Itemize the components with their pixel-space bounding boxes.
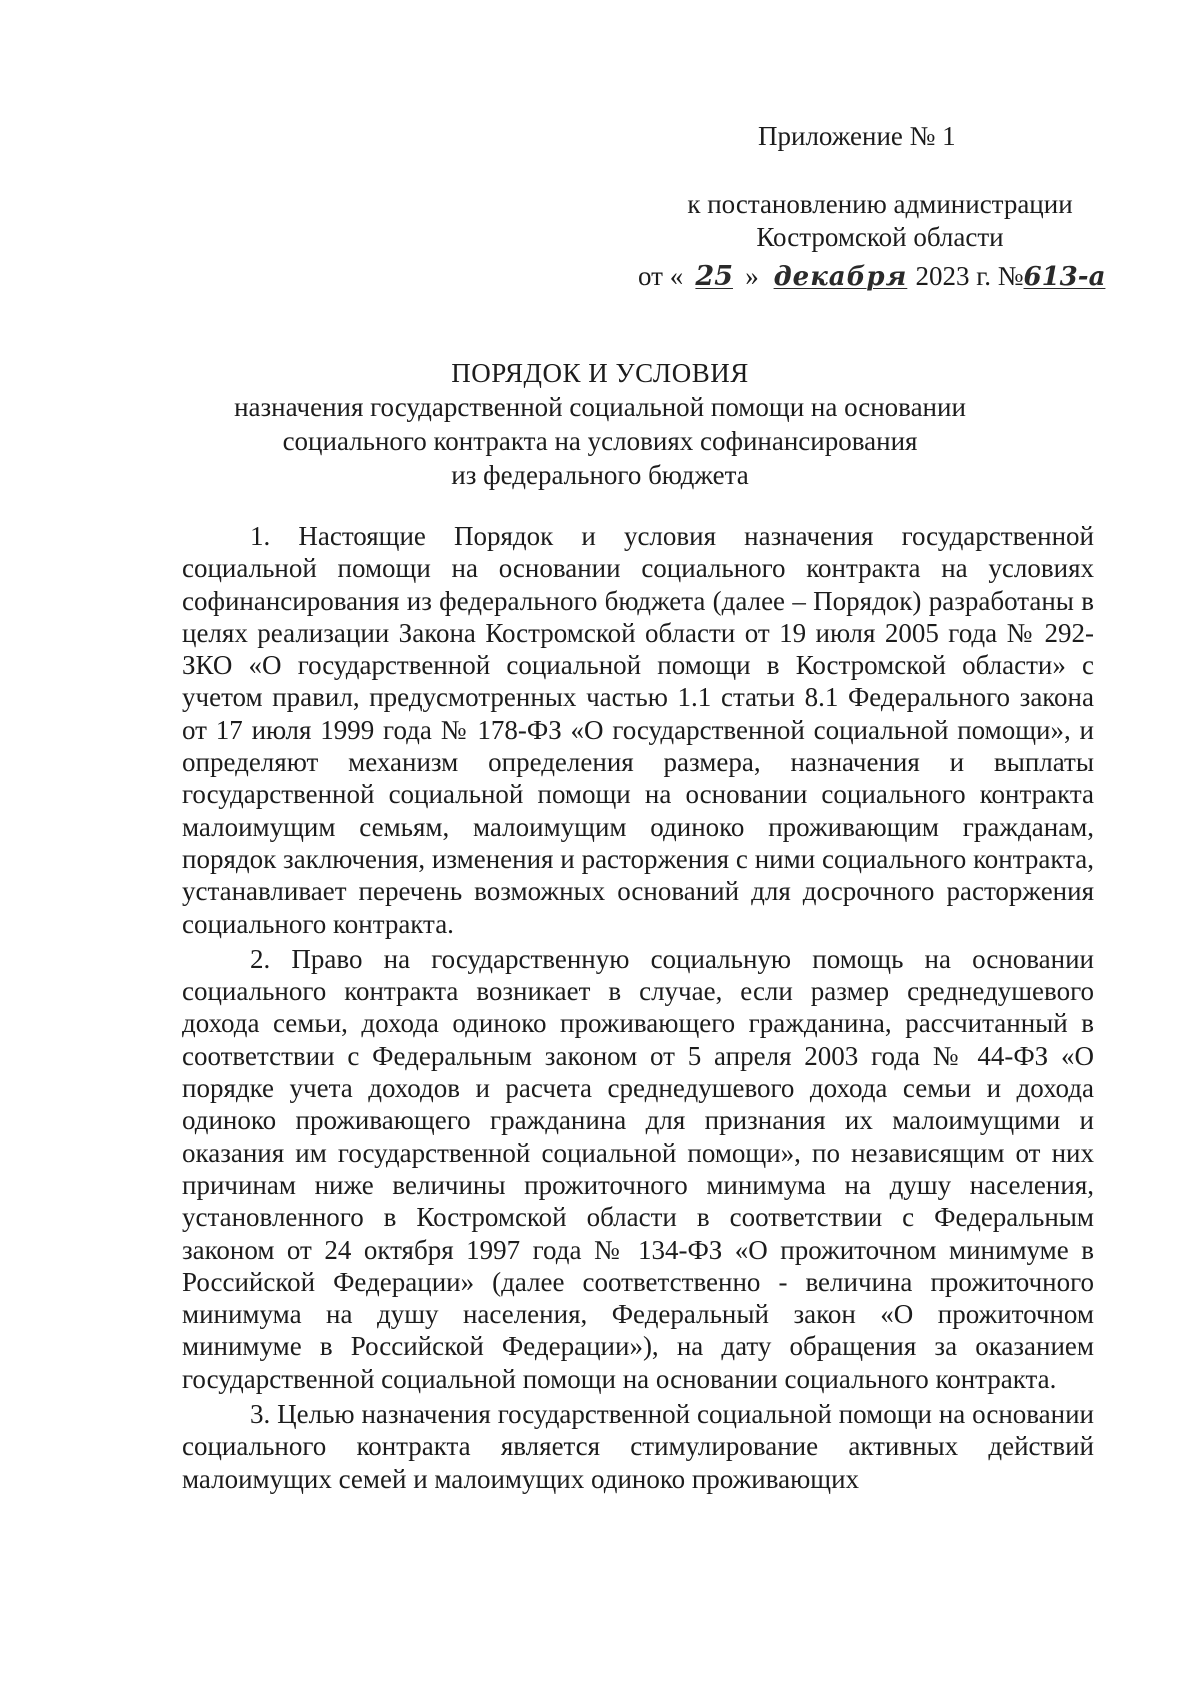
- date-prefix: от «: [638, 261, 684, 291]
- paragraph-1: 1. Настоящие Порядок и условия назначения государственной социальной помощи на основании социального контракта на условиях софинансирования из федерального бюджета (далее – Порядок) разработаны в целях реализации Закона Костромской области от 19 июля 2005 года № 292-ЗКО «О государственной социальной помощи в Костромской области» с учетом правил, предусмотренных частью 1.1 статьи 8.1 Федерального закона от 17 июля 1999 года № 178-ФЗ «О государственной социальной помощи», и определяют механизм определения размера, назначения и выплаты государственной социальной помощи на основании социального контракта малоимущим семьям, малоимущим одиноко проживающим гражданам, порядок заключения, изменения и расторжения с ними социального контракта, устанавливает перечень возможных оснований для досрочного расторжения социального контракта.: [182, 521, 1094, 939]
- title-line-2: социального контракта на условиях софинансирования: [282, 426, 918, 456]
- appendix-number: Приложение № 1: [758, 121, 956, 151]
- decree-date-line: [638, 258, 1178, 295]
- title-line-3: из федерального бюджета: [451, 460, 749, 490]
- decree-line-2: Костромской области: [756, 222, 1004, 252]
- date-year: 2023 г. №: [915, 261, 1024, 291]
- handwritten-decree-number: 613-а: [1023, 262, 1106, 292]
- handwritten-month: декабря: [773, 262, 908, 292]
- date-close-quote: »: [745, 261, 759, 291]
- title-line-1: назначения государственной социальной помощи на основании: [234, 392, 966, 422]
- paragraph-3: 3. Целью назначения государственной социальной помощи на основании социального контракта является стимулирование активных действий малоимущих семей и малоимущих одиноко проживающих: [182, 1399, 1094, 1494]
- decree-line-1: к постановлению администрации: [687, 189, 1073, 219]
- paragraph-2: 2. Право на государственную социальную помощь на основании социального контракта возникает в случае, если размер среднедушевого дохода семьи, дохода одиноко проживающего гражданина, рассчитанный в соответствии с Федеральным законом от 5 апреля 2003 года № 44-ФЗ «О порядке учета доходов и расчета среднедушевого дохода семьи и дохода одиноко проживающего гражданина для признания их малоимущими и оказания им государственной социальной помощи», по независящим от них причинам ниже величины прожиточного минимума на душу населения, установленного в Костромской области в соответствии с Федеральным законом от 24 октября 1997 года № 134-ФЗ «О прожиточном минимуме в Российской Федерации» (далее соответственно - величина прожиточного минимума на душу населения, Федеральный закон «О прожиточном минимуме в Российской Федерации»), на дату обращения за оказанием государственной социальной помощи на основании социального контракта.: [182, 943, 1094, 1394]
- document-body: [182, 520, 1094, 1495]
- handwritten-day: 25: [695, 261, 733, 292]
- title-main: ПОРЯДОК И УСЛОВИЯ: [451, 358, 749, 388]
- document-title: [160, 356, 1040, 492]
- decree-reference: [600, 188, 1160, 254]
